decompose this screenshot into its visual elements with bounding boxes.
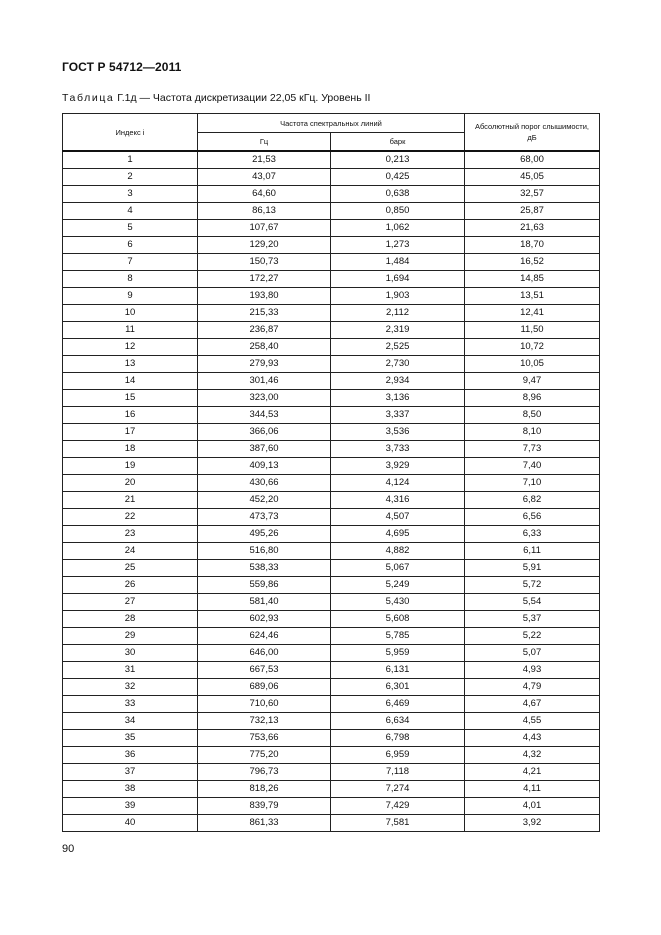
- cell-threshold: 10,05: [465, 356, 600, 373]
- cell-threshold: 7,10: [465, 475, 600, 492]
- header-threshold: Абсолютный порог слышимости, дБ: [465, 114, 600, 152]
- cell-bark: 5,608: [331, 611, 465, 628]
- cell-hz: 775,20: [198, 747, 331, 764]
- cell-bark: 6,798: [331, 730, 465, 747]
- cell-index: 34: [63, 713, 198, 730]
- cell-bark: 3,136: [331, 390, 465, 407]
- cell-hz: 215,33: [198, 305, 331, 322]
- cell-bark: 6,131: [331, 662, 465, 679]
- cell-hz: 538,33: [198, 560, 331, 577]
- cell-bark: 4,316: [331, 492, 465, 509]
- page-number: 90: [62, 843, 75, 855]
- table-row: [63, 730, 600, 747]
- table-row: [63, 611, 600, 628]
- table-row: [63, 526, 600, 543]
- cell-index: 38: [63, 781, 198, 798]
- cell-hz: 323,00: [198, 390, 331, 407]
- cell-bark: 1,694: [331, 271, 465, 288]
- table-body: [63, 151, 600, 832]
- cell-index: 9: [63, 288, 198, 305]
- cell-bark: 5,067: [331, 560, 465, 577]
- cell-hz: 301,46: [198, 373, 331, 390]
- cell-index: 1: [63, 151, 198, 169]
- cell-bark: 6,634: [331, 713, 465, 730]
- cell-bark: 1,903: [331, 288, 465, 305]
- table-row: [63, 305, 600, 322]
- cell-threshold: 12,41: [465, 305, 600, 322]
- cell-hz: 452,20: [198, 492, 331, 509]
- cell-index: 2: [63, 169, 198, 186]
- cell-threshold: 9,47: [465, 373, 600, 390]
- cell-index: 33: [63, 696, 198, 713]
- cell-bark: 3,929: [331, 458, 465, 475]
- cell-index: 14: [63, 373, 198, 390]
- cell-hz: 86,13: [198, 203, 331, 220]
- cell-index: 35: [63, 730, 198, 747]
- cell-index: 11: [63, 322, 198, 339]
- table-row: [63, 458, 600, 475]
- cell-bark: 0,213: [331, 151, 465, 169]
- cell-hz: 21,53: [198, 151, 331, 169]
- cell-index: 5: [63, 220, 198, 237]
- cell-index: 25: [63, 560, 198, 577]
- cell-threshold: 8,50: [465, 407, 600, 424]
- table-row: [63, 407, 600, 424]
- cell-hz: 689,06: [198, 679, 331, 696]
- cell-index: 22: [63, 509, 198, 526]
- cell-index: 26: [63, 577, 198, 594]
- table-row: [63, 696, 600, 713]
- table-row: [63, 288, 600, 305]
- table-row: [63, 560, 600, 577]
- cell-hz: 430,66: [198, 475, 331, 492]
- cell-hz: 646,00: [198, 645, 331, 662]
- cell-threshold: 14,85: [465, 271, 600, 288]
- cell-hz: 516,80: [198, 543, 331, 560]
- cell-threshold: 3,92: [465, 815, 600, 832]
- cell-bark: 5,249: [331, 577, 465, 594]
- cell-bark: 2,934: [331, 373, 465, 390]
- cell-index: 31: [63, 662, 198, 679]
- cell-threshold: 5,72: [465, 577, 600, 594]
- cell-index: 24: [63, 543, 198, 560]
- cell-threshold: 21,63: [465, 220, 600, 237]
- cell-hz: 172,27: [198, 271, 331, 288]
- table-row: [63, 151, 600, 169]
- cell-bark: 3,536: [331, 424, 465, 441]
- cell-hz: 473,73: [198, 509, 331, 526]
- table-row: [63, 747, 600, 764]
- cell-threshold: 5,54: [465, 594, 600, 611]
- table-row: [63, 781, 600, 798]
- cell-hz: 43,07: [198, 169, 331, 186]
- cell-hz: 667,53: [198, 662, 331, 679]
- cell-hz: 839,79: [198, 798, 331, 815]
- document-id: ГОСТ Р 54712—2011: [62, 60, 182, 74]
- cell-threshold: 4,43: [465, 730, 600, 747]
- cell-threshold: 4,32: [465, 747, 600, 764]
- cell-threshold: 5,91: [465, 560, 600, 577]
- cell-threshold: 5,37: [465, 611, 600, 628]
- cell-bark: 1,062: [331, 220, 465, 237]
- cell-threshold: 5,07: [465, 645, 600, 662]
- cell-hz: 732,13: [198, 713, 331, 730]
- cell-threshold: 4,11: [465, 781, 600, 798]
- table-row: [63, 254, 600, 271]
- cell-hz: 150,73: [198, 254, 331, 271]
- table-row: [63, 679, 600, 696]
- cell-threshold: 16,52: [465, 254, 600, 271]
- cell-bark: 7,581: [331, 815, 465, 832]
- cell-hz: 559,86: [198, 577, 331, 594]
- cell-bark: 7,274: [331, 781, 465, 798]
- cell-bark: 4,124: [331, 475, 465, 492]
- table-row: [63, 424, 600, 441]
- cell-hz: 279,93: [198, 356, 331, 373]
- cell-threshold: 10,72: [465, 339, 600, 356]
- cell-threshold: 11,50: [465, 322, 600, 339]
- cell-hz: 366,06: [198, 424, 331, 441]
- table-row: [63, 798, 600, 815]
- cell-threshold: 4,93: [465, 662, 600, 679]
- cell-bark: 4,695: [331, 526, 465, 543]
- table-row: [63, 577, 600, 594]
- cell-hz: 387,60: [198, 441, 331, 458]
- cell-threshold: 13,51: [465, 288, 600, 305]
- cell-threshold: 68,00: [465, 151, 600, 169]
- cell-threshold: 4,67: [465, 696, 600, 713]
- cell-threshold: 7,40: [465, 458, 600, 475]
- cell-bark: 7,118: [331, 764, 465, 781]
- cell-threshold: 8,96: [465, 390, 600, 407]
- cell-index: 30: [63, 645, 198, 662]
- cell-hz: 818,26: [198, 781, 331, 798]
- table-row: [63, 356, 600, 373]
- table-caption: [62, 92, 370, 104]
- cell-index: 8: [63, 271, 198, 288]
- cell-index: 10: [63, 305, 198, 322]
- table-row: [63, 628, 600, 645]
- cell-index: 21: [63, 492, 198, 509]
- cell-index: 20: [63, 475, 198, 492]
- table-row: [63, 203, 600, 220]
- cell-hz: 581,40: [198, 594, 331, 611]
- cell-index: 6: [63, 237, 198, 254]
- cell-bark: 3,733: [331, 441, 465, 458]
- table-row: [63, 169, 600, 186]
- table-row: [63, 237, 600, 254]
- cell-index: 3: [63, 186, 198, 203]
- cell-bark: 1,273: [331, 237, 465, 254]
- cell-bark: 2,112: [331, 305, 465, 322]
- cell-hz: 710,60: [198, 696, 331, 713]
- cell-index: 23: [63, 526, 198, 543]
- cell-bark: 2,525: [331, 339, 465, 356]
- cell-index: 12: [63, 339, 198, 356]
- cell-hz: 107,67: [198, 220, 331, 237]
- cell-hz: 236,87: [198, 322, 331, 339]
- cell-hz: 753,66: [198, 730, 331, 747]
- cell-index: 36: [63, 747, 198, 764]
- header-hz: Гц: [198, 133, 331, 152]
- table-row: [63, 441, 600, 458]
- cell-bark: 5,785: [331, 628, 465, 645]
- cell-hz: 129,20: [198, 237, 331, 254]
- table-row: [63, 662, 600, 679]
- table-row: [63, 492, 600, 509]
- cell-bark: 1,484: [331, 254, 465, 271]
- cell-hz: 624,46: [198, 628, 331, 645]
- table-row: [63, 645, 600, 662]
- frequency-table: [62, 113, 600, 832]
- cell-threshold: 6,82: [465, 492, 600, 509]
- cell-threshold: 6,56: [465, 509, 600, 526]
- cell-bark: 4,507: [331, 509, 465, 526]
- cell-index: 7: [63, 254, 198, 271]
- table-row: [63, 390, 600, 407]
- table-caption-text: Г.1д — Частота дискретизации 22,05 кГц. Уровень II: [117, 92, 371, 104]
- table-row: [63, 713, 600, 730]
- cell-index: 40: [63, 815, 198, 832]
- cell-bark: 4,882: [331, 543, 465, 560]
- cell-index: 32: [63, 679, 198, 696]
- table-row: [63, 322, 600, 339]
- cell-bark: 6,469: [331, 696, 465, 713]
- cell-threshold: 5,22: [465, 628, 600, 645]
- table-row: [63, 339, 600, 356]
- cell-index: 15: [63, 390, 198, 407]
- cell-hz: 409,13: [198, 458, 331, 475]
- table-row: [63, 186, 600, 203]
- cell-hz: 861,33: [198, 815, 331, 832]
- cell-threshold: 4,55: [465, 713, 600, 730]
- cell-threshold: 45,05: [465, 169, 600, 186]
- cell-threshold: 4,21: [465, 764, 600, 781]
- cell-hz: 258,40: [198, 339, 331, 356]
- cell-threshold: 18,70: [465, 237, 600, 254]
- table-row: [63, 815, 600, 832]
- cell-index: 16: [63, 407, 198, 424]
- cell-index: 27: [63, 594, 198, 611]
- table-row: [63, 475, 600, 492]
- cell-bark: 0,850: [331, 203, 465, 220]
- cell-index: 37: [63, 764, 198, 781]
- cell-index: 39: [63, 798, 198, 815]
- cell-hz: 193,80: [198, 288, 331, 305]
- table-row: [63, 373, 600, 390]
- table-header: [63, 114, 600, 152]
- cell-bark: 0,638: [331, 186, 465, 203]
- cell-threshold: 7,73: [465, 441, 600, 458]
- cell-index: 4: [63, 203, 198, 220]
- cell-index: 13: [63, 356, 198, 373]
- cell-hz: 495,26: [198, 526, 331, 543]
- cell-bark: 2,730: [331, 356, 465, 373]
- cell-hz: 796,73: [198, 764, 331, 781]
- table-row: [63, 509, 600, 526]
- cell-bark: 7,429: [331, 798, 465, 815]
- table-caption-label: Таблица: [62, 92, 115, 104]
- cell-threshold: 8,10: [465, 424, 600, 441]
- header-index: Индекс i: [63, 114, 198, 152]
- cell-index: 19: [63, 458, 198, 475]
- cell-threshold: 6,33: [465, 526, 600, 543]
- table-row: [63, 271, 600, 288]
- cell-index: 18: [63, 441, 198, 458]
- cell-threshold: 6,11: [465, 543, 600, 560]
- cell-bark: 6,301: [331, 679, 465, 696]
- cell-index: 17: [63, 424, 198, 441]
- table-row: [63, 594, 600, 611]
- table-row: [63, 220, 600, 237]
- table-row: [63, 543, 600, 560]
- cell-bark: 5,959: [331, 645, 465, 662]
- cell-hz: 344,53: [198, 407, 331, 424]
- cell-threshold: 25,87: [465, 203, 600, 220]
- cell-bark: 6,959: [331, 747, 465, 764]
- cell-hz: 64,60: [198, 186, 331, 203]
- cell-threshold: 4,01: [465, 798, 600, 815]
- cell-bark: 3,337: [331, 407, 465, 424]
- cell-index: 28: [63, 611, 198, 628]
- cell-index: 29: [63, 628, 198, 645]
- table-row: [63, 764, 600, 781]
- cell-threshold: 32,57: [465, 186, 600, 203]
- cell-bark: 5,430: [331, 594, 465, 611]
- cell-bark: 0,425: [331, 169, 465, 186]
- cell-bark: 2,319: [331, 322, 465, 339]
- cell-threshold: 4,79: [465, 679, 600, 696]
- header-frequency-group: Частота спектральных линий: [198, 114, 465, 133]
- cell-hz: 602,93: [198, 611, 331, 628]
- header-bark: барк: [331, 133, 465, 152]
